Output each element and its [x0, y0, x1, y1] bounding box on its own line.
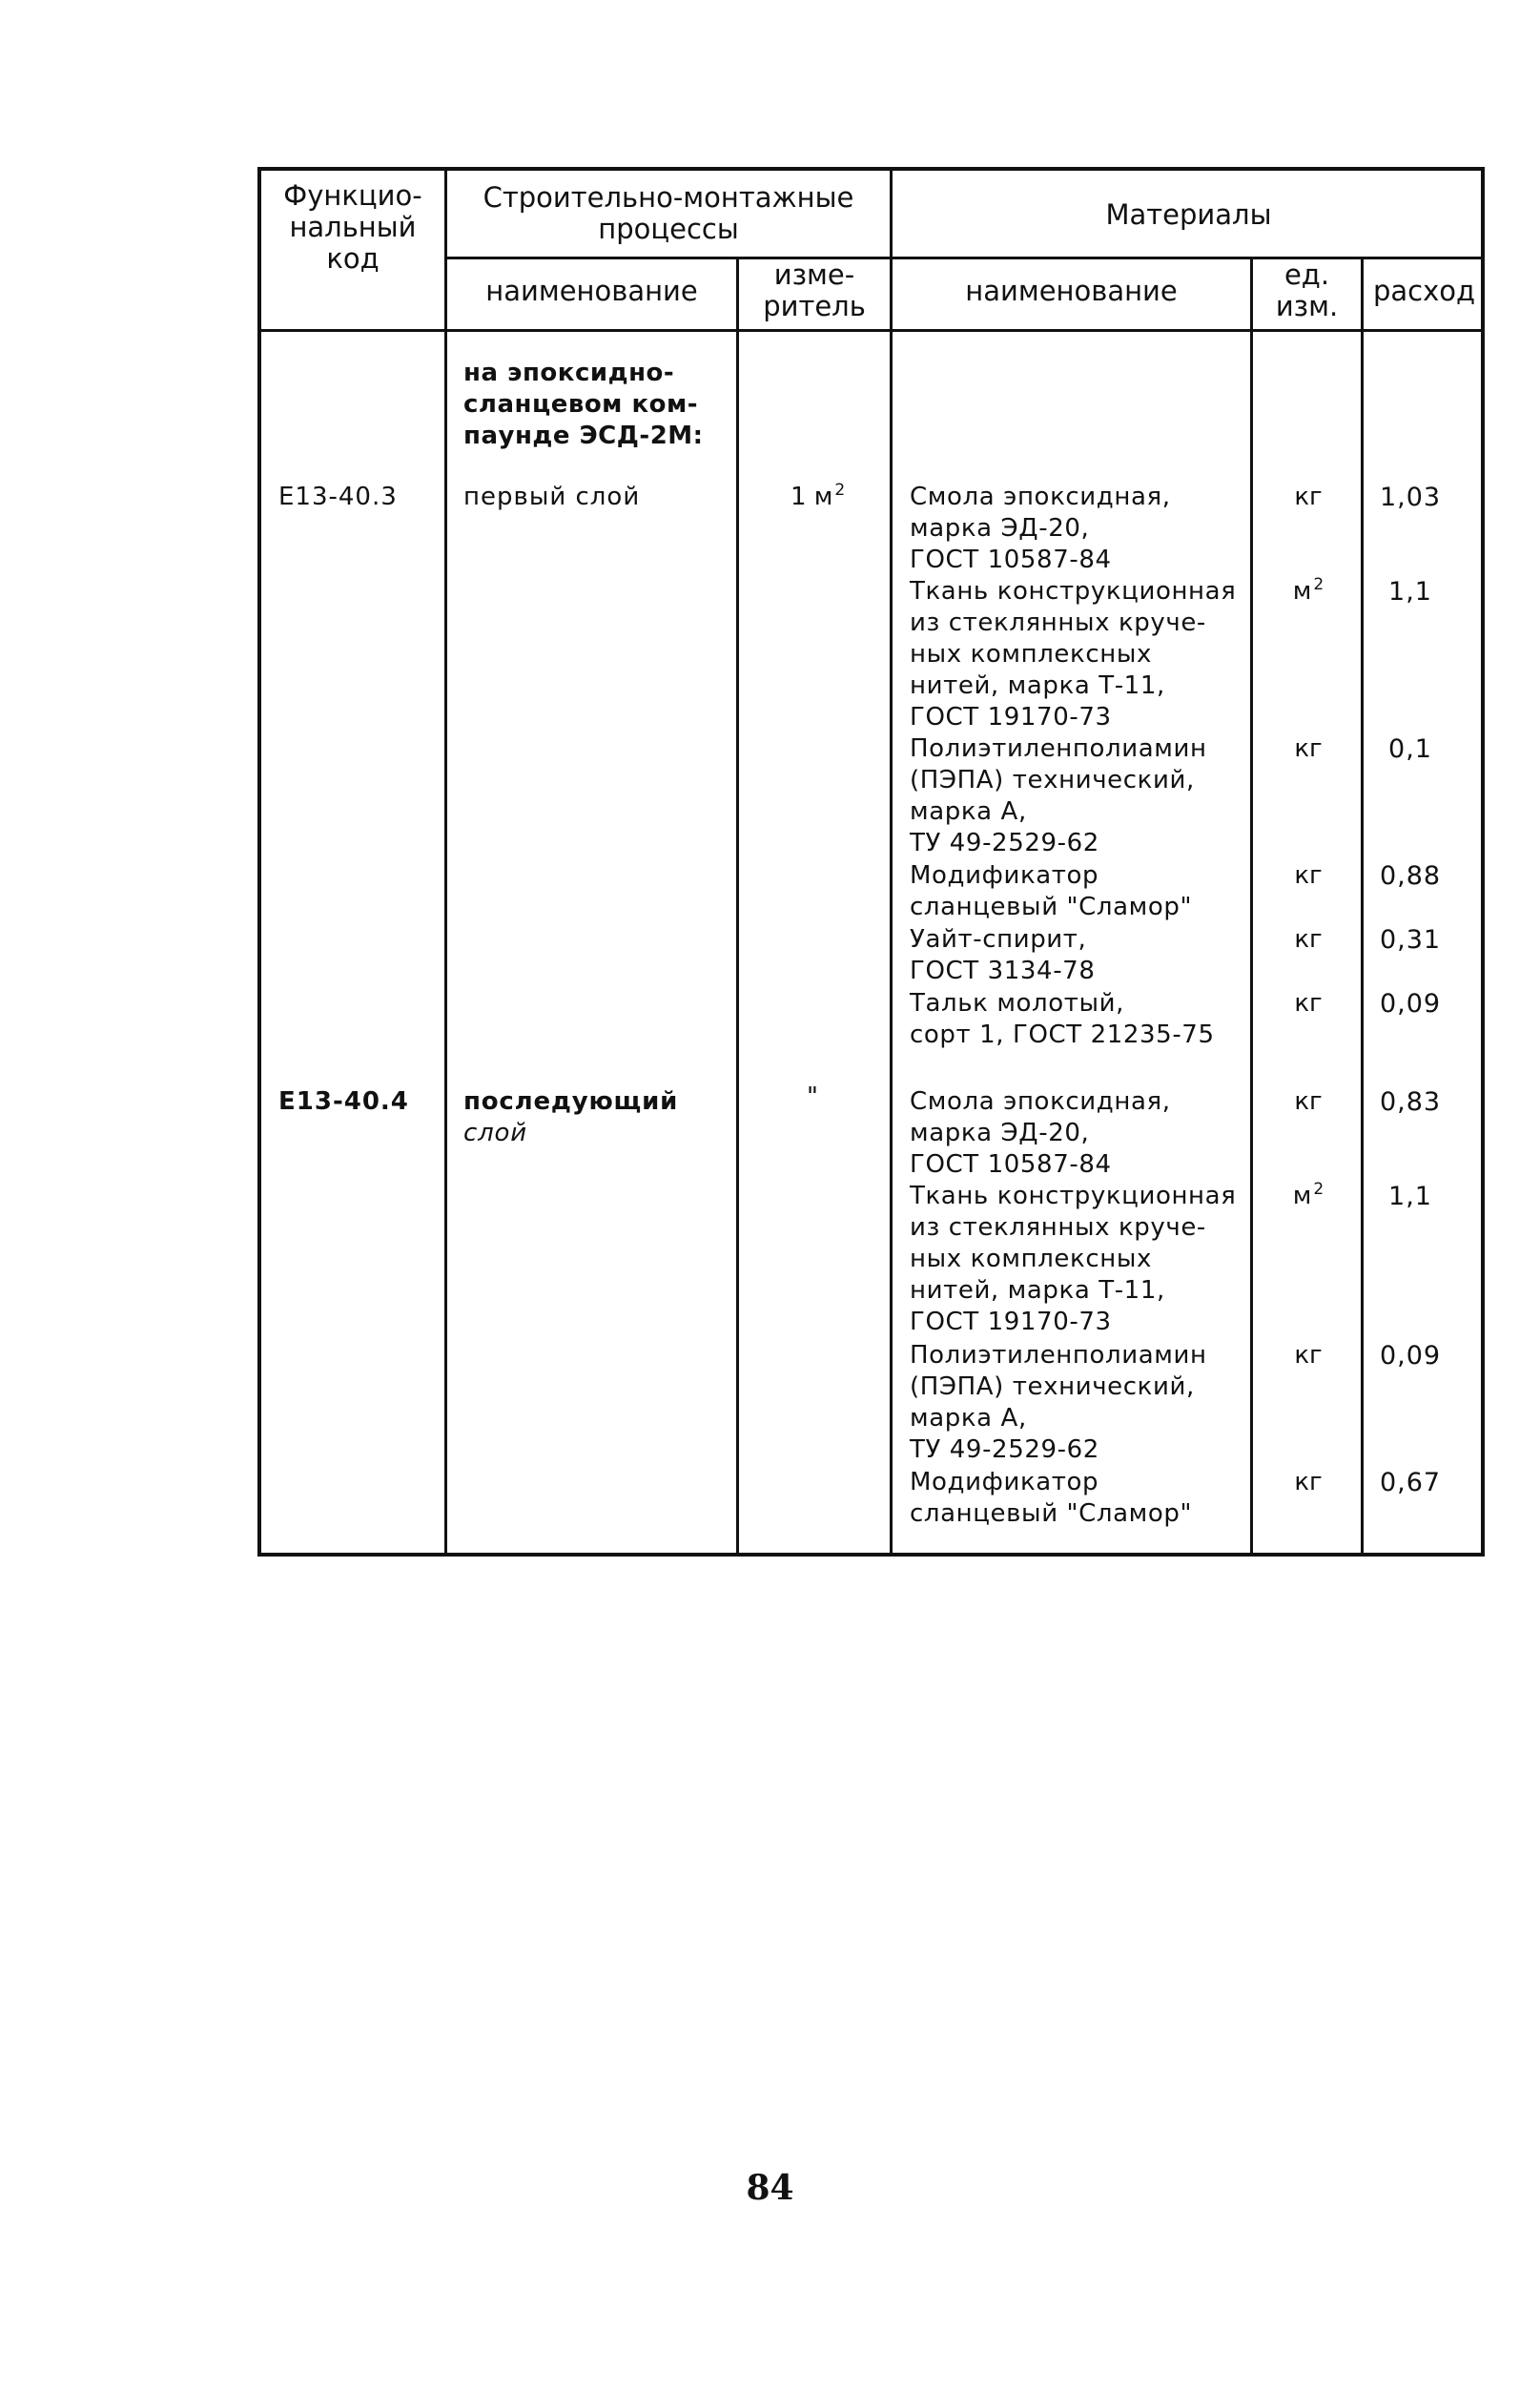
row2-material-4-name: Модификатор сланцевый "Сламор" [910, 1468, 1193, 1528]
row1-material-6-rate: 0,09 [1379, 989, 1442, 1019]
unit-text: м [1292, 577, 1312, 606]
row1-material-2-name: Ткань конструкционная из стеклянных круче- ных комплексных нитей, марка Т-11, ГОСТ 19170-73 [910, 577, 1237, 732]
row2-material-1-unit [1263, 1086, 1354, 1118]
row1-material-5-unit [1263, 924, 1354, 956]
row1-material-6-name: Тальк молотый, сорт 1, ГОСТ 21235-75 [910, 989, 1215, 1049]
unit-text: кг [1294, 925, 1323, 954]
row1-meter [791, 482, 845, 516]
header-material-rate: расход [1372, 275, 1476, 307]
row2-material-2-name: Ткань конструкционная из стеклянных круче- ных комплексных нитей, марка Т-11, ГОСТ 19170-73 [910, 1182, 1237, 1336]
row1-material-1-unit [1263, 482, 1354, 513]
unit-text: м [1292, 1182, 1312, 1210]
row2-material-3-rate: 0,09 [1379, 1341, 1442, 1371]
row2-material-2-unit [1263, 1181, 1354, 1215]
col-divider-processes [890, 171, 893, 1553]
row1-material-3-unit [1263, 733, 1354, 765]
unit-sup: 2 [1313, 1180, 1324, 1199]
section-title: на эпоксидно- сланцевом ком- паунде ЭСД-2М: [463, 359, 704, 450]
unit-text: кг [1294, 1468, 1323, 1496]
row2-meter: " [807, 1083, 818, 1111]
row1-material-3-name: Полиэтиленполиамин (ПЭПА) технический, марка А, ТУ 49-2529-62 [910, 734, 1207, 857]
row1-meter-value: 1 м [791, 483, 833, 511]
row1-material-4-rate: 0,88 [1379, 861, 1442, 891]
unit-text: кг [1294, 989, 1323, 1018]
materials-table [257, 167, 1485, 1557]
header-processes: Строительно-монтажные процессы [483, 181, 854, 245]
row1-meter-sup: 2 [834, 481, 846, 500]
row2-material-2-rate: 1,1 [1388, 1182, 1432, 1211]
unit-text: кг [1294, 861, 1323, 890]
row2-process-name-line1: последующий [463, 1087, 679, 1116]
row2-material-3-name: Полиэтиленполиамин (ПЭПА) технический, марка А, ТУ 49-2529-62 [910, 1341, 1207, 1464]
header-bottom-line [261, 329, 1481, 332]
row2-material-4-rate: 0,67 [1379, 1468, 1442, 1497]
row1-material-6-unit [1263, 988, 1354, 1020]
row1-material-2-rate: 1,1 [1388, 577, 1432, 607]
header-material-unit: ед. изм. [1275, 258, 1339, 322]
row1-material-4-unit [1263, 860, 1354, 892]
row1-material-1-rate: 1,03 [1379, 483, 1442, 512]
unit-text: кг [1294, 1087, 1323, 1116]
row2-process-name-line2: слой [463, 1119, 527, 1147]
row1-material-2-unit [1263, 576, 1354, 610]
header-code: Функцио- нальный код [283, 179, 422, 275]
row2-material-3-unit [1263, 1340, 1354, 1371]
row1-material-1-name: Смола эпоксидная, марка ЭД-20, ГОСТ 10587-84 [910, 483, 1171, 574]
col-divider-code [444, 171, 447, 1553]
unit-text: кг [1294, 1341, 1323, 1370]
header-process-name: наименование [485, 275, 698, 307]
unit-sup: 2 [1313, 575, 1324, 594]
row1-process-name: первый слой [463, 483, 641, 511]
row1-material-4-name: Модификатор сланцевый "Сламор" [910, 861, 1193, 921]
row1-material-5-rate: 0,31 [1379, 925, 1442, 955]
unit-text: кг [1294, 734, 1323, 763]
row1-material-5-name: Уайт-спирит, ГОСТ 3134-78 [910, 925, 1096, 985]
row2-material-1-rate: 0,83 [1379, 1087, 1442, 1117]
row2-material-4-unit [1263, 1467, 1354, 1498]
header-materials: Материалы [1105, 198, 1272, 231]
row2-process-name [463, 1086, 678, 1149]
row1-code: Е13-40.3 [278, 483, 398, 511]
header-material-name: наименование [965, 275, 1178, 307]
header-process-meter: изме- ритель [763, 258, 866, 322]
unit-text: кг [1294, 483, 1323, 511]
page-number: 84 [746, 2168, 794, 2208]
row1-material-3-rate: 0,1 [1388, 734, 1432, 764]
row2-material-1-name: Смола эпоксидная, марка ЭД-20, ГОСТ 10587-84 [910, 1087, 1171, 1179]
col-divider-meter [736, 257, 739, 1553]
row2-code: Е13-40.4 [278, 1087, 409, 1116]
